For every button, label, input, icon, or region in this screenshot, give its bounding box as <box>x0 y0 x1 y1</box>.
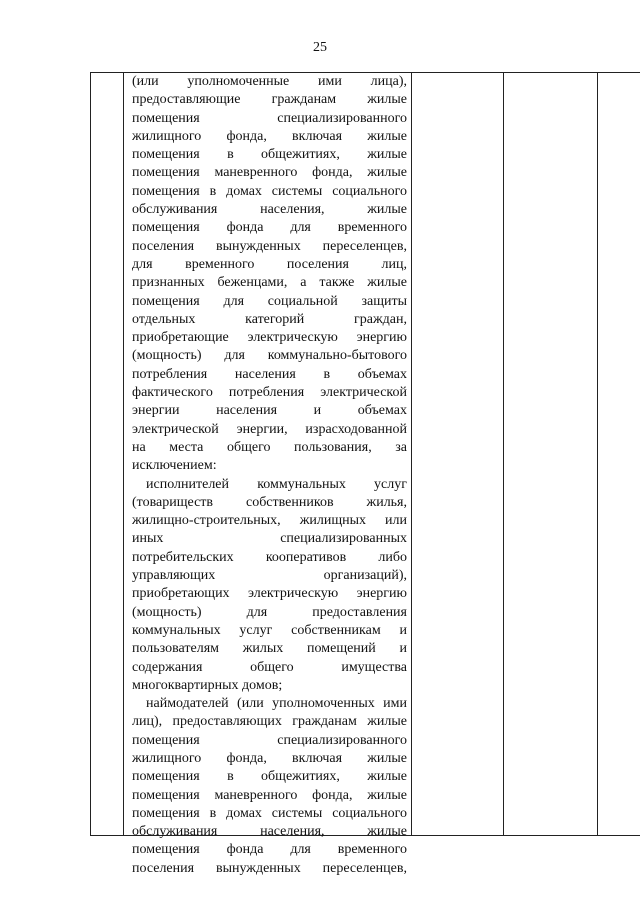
text-line: управляющих организаций), <box>132 568 407 584</box>
text-line: помещения для социальной защиты <box>132 293 407 309</box>
text-line: помещения фонда для временного <box>132 220 407 236</box>
text-line: помещения в домах системы социального <box>132 805 407 821</box>
text-line: энергии населения и объемах <box>132 403 407 419</box>
text-line: наймодателей (или уполномоченных ими <box>146 696 407 712</box>
text-line: лиц), предоставляющих гражданам жилые <box>132 714 407 730</box>
text-line: пользователям жилых помещений и <box>132 641 407 657</box>
column-divider <box>503 73 504 835</box>
page-number: 25 <box>313 40 327 55</box>
text-line: исключением: <box>132 458 217 474</box>
text-line: (или уполномоченные ими лица), <box>132 74 407 89</box>
text-line: помещения специализированного <box>132 110 407 126</box>
text-line: обслуживания населения, жилые <box>132 824 407 840</box>
column-divider <box>123 73 124 835</box>
text-line: помещения в общежитиях, жилые <box>132 147 407 163</box>
text-line: (мощность) для коммунально-бытового <box>132 348 407 364</box>
text-line: помещения в общежитиях, жилые <box>132 769 407 785</box>
text-line: коммунальных услуг собственникам и <box>132 622 407 638</box>
text-line: иных специализированных <box>132 531 407 547</box>
text-line: для временного поселения лиц, <box>132 256 407 272</box>
text-line: помещения специализированного <box>132 732 407 748</box>
text-line: на места общего пользования, за <box>132 439 407 455</box>
column-divider <box>411 73 412 835</box>
text-line: содержания общего имущества <box>132 659 407 675</box>
text-line: жилищно-строительных, жилищных или <box>132 513 407 529</box>
text-line: отдельных категорий граждан, <box>132 311 407 327</box>
text-line: электрической энергии, израсходованной <box>132 421 407 437</box>
column-divider <box>597 73 598 835</box>
text-line: (мощность) для предоставления <box>132 604 407 620</box>
text-line: поселения вынужденных переселенцев, <box>132 238 407 254</box>
text-line: многоквартирных домов; <box>132 677 283 693</box>
text-line: предоставляющие гражданам жилые <box>132 92 407 108</box>
text-line: жилищного фонда, включая жилые <box>132 128 407 144</box>
text-line: жилищного фонда, включая жилые <box>132 750 407 766</box>
text-line: потребительских кооперативов либо <box>132 549 407 565</box>
table-cell-text <box>132 73 407 878</box>
text-line: исполнителей коммунальных услуг <box>146 476 407 492</box>
text-line: потребления населения в объемах <box>132 366 407 382</box>
text-line: приобретающих электрическую энергию <box>132 586 407 602</box>
document-table <box>90 72 640 876</box>
text-line: приобретающие электрическую энергию <box>132 330 407 346</box>
text-line: поселения вынужденных переселенцев, <box>132 860 407 876</box>
text-line: признанных беженцами, а также жилые <box>132 275 407 291</box>
text-line: помещения маневренного фонда, жилые <box>132 787 407 803</box>
text-line: помещения в домах системы социального <box>132 183 407 199</box>
text-line: фактического потребления электрической <box>132 385 407 401</box>
text-line: помещения фонда для временного <box>132 842 407 858</box>
text-line: (товариществ собственников жилья, <box>132 494 407 510</box>
text-line: обслуживания населения, жилые <box>132 202 407 218</box>
text-line: помещения маневренного фонда, жилые <box>132 165 407 181</box>
